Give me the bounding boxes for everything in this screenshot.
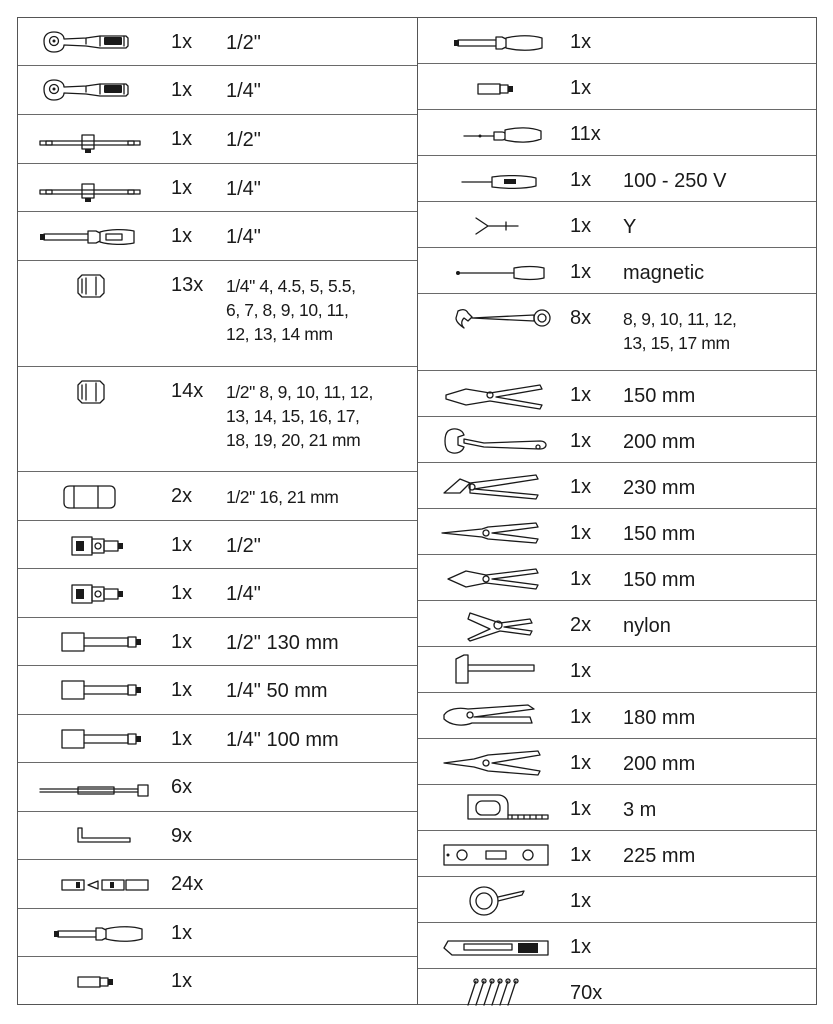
water-pump-pliers-icon — [418, 463, 566, 511]
t-bar-handle-icon — [18, 115, 166, 163]
ratchet-handle-icon — [18, 66, 166, 114]
description: 225 mm — [623, 845, 696, 867]
hammer-icon — [418, 647, 566, 695]
quantity: 2x — [171, 485, 193, 507]
description: 1/2" — [226, 129, 261, 151]
table-row — [18, 666, 417, 715]
quantity: 1x — [570, 430, 592, 452]
description: nylon — [623, 615, 671, 637]
description: 1/2" — [226, 535, 261, 557]
voltage-tester-icon — [418, 156, 566, 204]
description: 200 mm — [623, 753, 696, 775]
table-row — [418, 417, 816, 463]
left-column — [18, 18, 417, 1004]
tape-measure-icon — [418, 785, 566, 833]
description: 1/4" 4, 4.5, 5, 5.5, 6, 7, 8, 9, 10, 11, 12, 13, 14 mm — [226, 276, 356, 344]
description: 1/4" — [226, 583, 261, 605]
table-row — [418, 110, 816, 156]
table-row — [18, 618, 417, 666]
y-bit-icon — [418, 202, 566, 250]
quantity: 1x — [171, 970, 193, 992]
table-row — [18, 261, 417, 367]
description: 1/2" 130 mm — [226, 632, 339, 654]
quantity: 70x — [570, 982, 603, 1004]
description: 8, 9, 10, 11, 12, 13, 15, 17 mm — [623, 309, 737, 353]
quantity: 1x — [171, 679, 193, 701]
description: 100 - 250 V — [623, 170, 727, 192]
table-row — [18, 715, 417, 763]
socket-icon — [18, 367, 166, 415]
deep-socket-icon — [18, 472, 166, 520]
extension-bar-icon — [18, 666, 166, 714]
quantity: 14x — [171, 380, 204, 402]
table-row — [18, 66, 417, 115]
quantity: 1x — [570, 77, 592, 99]
table-row — [418, 785, 816, 831]
quantity: 1x — [171, 177, 193, 199]
description: 3 m — [623, 799, 657, 821]
locking-pliers-icon — [418, 693, 566, 741]
quantity: 1x — [171, 631, 193, 653]
quantity: 1x — [570, 890, 592, 912]
spinner-handle-icon — [18, 212, 166, 260]
bit-adapter-icon — [418, 64, 566, 112]
socket-icon — [18, 261, 166, 309]
description: 1/4" — [226, 178, 261, 200]
right-column — [417, 18, 816, 1004]
table-row — [18, 569, 417, 618]
quantity: 1x — [570, 706, 592, 728]
quantity: 9x — [171, 825, 193, 847]
table-row — [18, 763, 417, 812]
bit-adapter-icon — [18, 957, 166, 1005]
extension-bar-icon — [18, 618, 166, 666]
table-row — [18, 812, 417, 860]
description: 150 mm — [623, 569, 696, 591]
table-row — [418, 739, 816, 785]
table-row — [418, 156, 816, 202]
description: 1/2" 8, 9, 10, 11, 12, 13, 14, 15, 16, 17, 18, 19, 20, 21 mm — [226, 382, 373, 450]
quantity: 1x — [570, 261, 592, 283]
wire-stripper-icon — [418, 739, 566, 787]
description: 1/4" — [226, 80, 261, 102]
quantity: 11x — [570, 123, 601, 145]
magnetic-pickup-icon — [418, 248, 566, 296]
universal-joint-icon — [18, 521, 166, 569]
quantity: 1x — [570, 384, 592, 406]
table-row — [18, 957, 417, 1005]
spring-clamp-icon — [418, 601, 566, 649]
quantity: 1x — [171, 79, 193, 101]
table-row — [418, 693, 816, 739]
table-row — [418, 923, 816, 969]
pliers-icon — [418, 371, 566, 419]
description: 1/2" 16, 21 mm — [226, 487, 339, 507]
quantity: 2x — [570, 614, 592, 636]
quantity: 1x — [570, 936, 592, 958]
tool-set-table — [17, 17, 817, 1005]
description: Y — [623, 216, 637, 238]
table-row — [418, 463, 816, 509]
quantity: 6x — [171, 776, 193, 798]
quantity: 1x — [171, 582, 193, 604]
table-row — [418, 294, 816, 371]
ratchet-handle-icon — [18, 18, 166, 66]
precision-screwdriver-icon — [418, 110, 566, 158]
table-row — [418, 969, 816, 1005]
description: 1/4" — [226, 226, 261, 248]
extension-rod-icon — [18, 763, 166, 811]
table-row — [418, 202, 816, 248]
table-row — [418, 371, 816, 417]
table-row — [18, 367, 417, 472]
adjustable-wrench-icon — [418, 417, 566, 465]
table-row — [18, 909, 417, 957]
quantity: 1x — [171, 31, 193, 53]
table-row — [18, 212, 417, 261]
combination-pliers-icon — [418, 555, 566, 603]
table-row — [418, 509, 816, 555]
description: 180 mm — [623, 707, 696, 729]
quantity: 1x — [570, 169, 592, 191]
quantity: 1x — [570, 844, 592, 866]
quantity: 1x — [570, 798, 592, 820]
quantity: 24x — [171, 873, 204, 895]
quantity: 1x — [171, 922, 193, 944]
description: 1/4" 100 mm — [226, 729, 339, 751]
t-bar-handle-icon — [18, 164, 166, 212]
table-row — [418, 18, 816, 64]
description: 150 mm — [623, 523, 696, 545]
quantity: 1x — [570, 476, 592, 498]
table-row — [418, 601, 816, 647]
quantity: 8x — [570, 307, 592, 329]
quantity: 1x — [171, 534, 193, 556]
table-row — [18, 18, 417, 66]
extension-bar-icon — [18, 715, 166, 763]
table-row — [18, 472, 417, 521]
table-row — [418, 647, 816, 693]
description: 230 mm — [623, 477, 696, 499]
long-nose-pliers-icon — [418, 509, 566, 557]
table-row — [418, 64, 816, 110]
quantity: 1x — [570, 522, 592, 544]
insulating-tape-icon — [418, 877, 566, 925]
quantity: 1x — [570, 215, 592, 237]
quantity: 1x — [570, 752, 592, 774]
quantity: 13x — [171, 274, 204, 296]
description: 200 mm — [623, 431, 696, 453]
quantity: 1x — [171, 225, 193, 247]
bit-holder-screwdriver-icon — [18, 909, 166, 957]
screws-icon — [418, 969, 566, 1017]
quantity: 1x — [171, 728, 193, 750]
universal-joint-icon — [18, 569, 166, 617]
table-row — [418, 877, 816, 923]
hex-key-icon — [18, 812, 166, 860]
table-row — [418, 555, 816, 601]
description: 150 mm — [623, 385, 696, 407]
quantity: 1x — [570, 31, 592, 53]
table-row — [18, 521, 417, 569]
table-row — [18, 115, 417, 164]
combination-wrench-icon — [418, 294, 566, 342]
screwdriver-bit-icon — [18, 860, 166, 908]
description: magnetic — [623, 262, 705, 284]
table-row — [418, 831, 816, 877]
table-row — [418, 248, 816, 294]
description: 1/2" — [226, 32, 261, 54]
table-row — [18, 164, 417, 212]
description: 1/4" 50 mm — [226, 680, 328, 702]
table-row — [18, 860, 417, 909]
bit-holder-screwdriver-icon — [418, 18, 566, 66]
quantity: 1x — [171, 128, 193, 150]
spirit-level-icon — [418, 831, 566, 879]
utility-knife-icon — [418, 923, 566, 971]
quantity: 1x — [570, 568, 592, 590]
quantity: 1x — [570, 660, 592, 682]
